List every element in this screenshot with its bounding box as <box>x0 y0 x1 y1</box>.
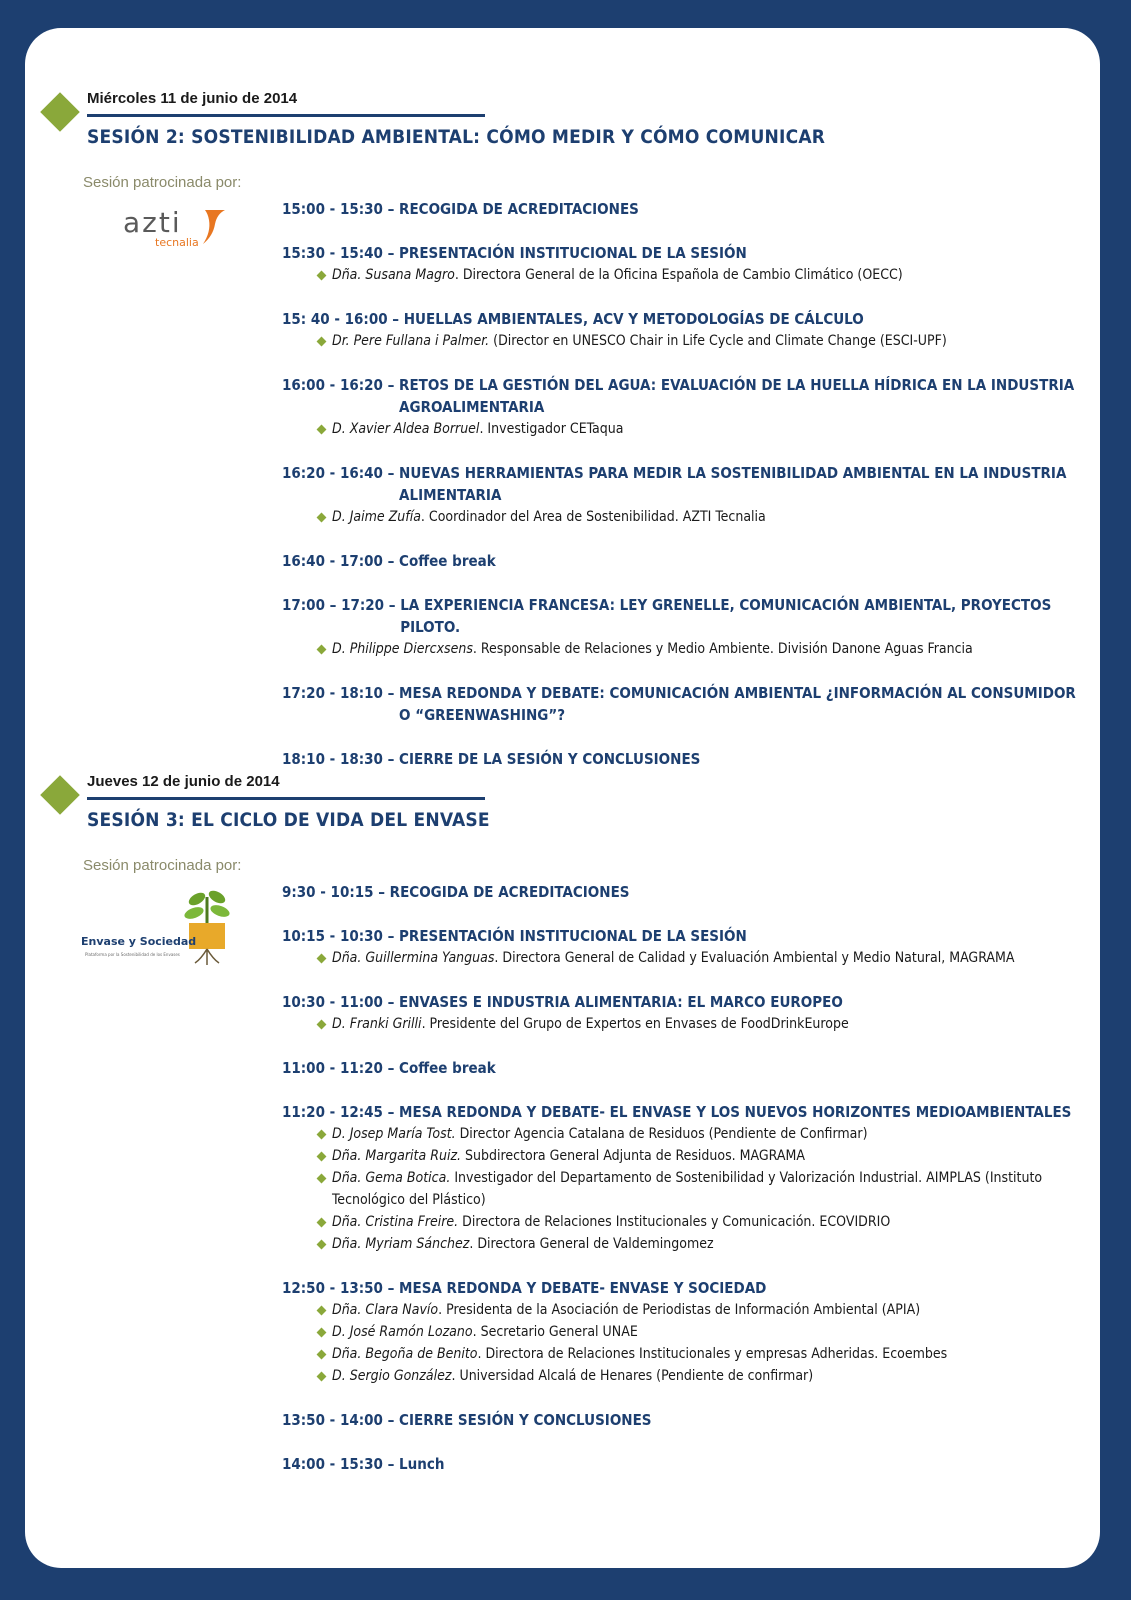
bullet-diamond-icon <box>317 1130 327 1140</box>
agenda-title: CIERRE DE LA SESIÓN Y CONCLUSIONES <box>399 750 701 768</box>
agenda-title: RECOGIDA DE ACREDITACIONES <box>399 200 639 218</box>
speaker-name: D. José Ramón Lozano <box>332 1324 473 1340</box>
session-date: Miércoles 11 de junio de 2014 <box>87 90 298 107</box>
agenda-time: 17:00 – 17:20 <box>282 596 385 614</box>
session-title: SESIÓN 2: SOSTENIBILIDAD AMBIENTAL: CÓMO MEDIR Y CÓMO COMUNICAR <box>87 126 826 148</box>
agenda-item <box>282 881 1082 903</box>
envase-y-sociedad-logo <box>79 887 255 967</box>
agenda-item <box>282 1409 1082 1431</box>
agenda-item-heading <box>282 550 1082 572</box>
agenda-item-heading <box>282 748 1082 770</box>
agenda-item <box>282 1057 1082 1079</box>
speaker-description: . Coordinador del Area de Sostenibilidad. AZTI Tecnalia <box>420 509 766 525</box>
agenda-separator: – <box>382 1279 400 1297</box>
agenda-separator: – <box>373 883 390 901</box>
agenda-title: ENVASES E INDUSTRIA ALIMENTARIA: EL MARCO EUROPEO <box>399 993 843 1011</box>
session-title: SESIÓN 3: EL CICLO DE VIDA DEL ENVASE <box>87 809 490 831</box>
agenda-item <box>282 1277 1082 1387</box>
agenda-time: 18:10 - 18:30 <box>282 750 383 768</box>
session-diamond-icon <box>40 92 80 132</box>
agenda-item <box>282 550 1082 572</box>
bullet-diamond-icon <box>317 513 327 523</box>
agenda-title: LA EXPERIENCIA FRANCESA: LEY GRENELLE, COMUNICACIÓN AMBIENTAL, PROYECTOS PILOTO. <box>400 596 1052 636</box>
svg-text:Envase y Sociedad: Envase y Sociedad <box>81 935 197 948</box>
speaker-description: Director Agencia Catalana de Residuos (Pendiente de Confirmar) <box>455 1126 868 1142</box>
agenda-title: RETOS DE LA GESTIÓN DEL AGUA: EVALUACIÓN DE LA HUELLA HÍDRICA EN LA INDUSTRIA AGROALIMENTARIA <box>399 376 1075 416</box>
speaker-description: . Responsable de Relaciones y Medio Ambiente. División Danone Aguas Francia <box>472 641 973 657</box>
agenda-item-heading <box>282 1057 1082 1079</box>
speaker-name: Dña. Cristina Freire. <box>332 1214 459 1230</box>
speaker-name: D. Josep María Tost. <box>332 1126 456 1142</box>
speaker-description: . Presidenta de la Asociación de Periodistas de Información Ambiental (APIA) <box>438 1302 921 1318</box>
speaker-name: Dña. Begoña de Benito <box>332 1346 478 1362</box>
agenda-item <box>282 682 1082 726</box>
speaker-line <box>282 1365 1082 1387</box>
azti-logo-icon <box>121 202 231 254</box>
bullet-diamond-icon <box>317 337 327 347</box>
agenda-item-heading <box>282 682 1082 726</box>
svg-text:Plataforma por la Sostenibilid: Plataforma por la Sostenibilidad de los Envases <box>85 952 180 957</box>
agenda-item-heading <box>282 1101 1082 1123</box>
session-agenda <box>282 881 1082 1497</box>
agenda-separator: – <box>382 1411 400 1429</box>
bullet-diamond-icon <box>317 1174 327 1184</box>
agenda-title: MESA REDONDA Y DEBATE- ENVASE Y SOCIEDAD <box>399 1279 767 1297</box>
agenda-separator: – <box>382 552 400 570</box>
speaker-line <box>282 506 1082 528</box>
agenda-item <box>282 748 1082 770</box>
agenda-title: Lunch <box>399 1455 445 1473</box>
session-divider <box>87 797 485 800</box>
speaker-name: Dña. Susana Magro <box>332 267 455 283</box>
agenda-item-heading <box>282 1453 1082 1475</box>
agenda-title: CIERRE SESIÓN Y CONCLUSIONES <box>399 1411 652 1429</box>
bullet-diamond-icon <box>317 645 327 655</box>
speaker-description: Subdirectora General Adjunta de Residuos. MAGRAMA <box>461 1148 805 1164</box>
agenda-title: HUELLAS AMBIENTALES, ACV Y METODOLOGÍAS DE CÁLCULO <box>403 310 864 328</box>
session-diamond-icon <box>40 775 80 815</box>
speaker-line <box>282 1123 1082 1145</box>
agenda-item-heading <box>282 594 1082 638</box>
agenda-item <box>282 308 1082 352</box>
agenda-separator: – <box>382 927 400 945</box>
speaker-line <box>282 330 1082 352</box>
agenda-title: PRESENTACIÓN INSTITUCIONAL DE LA SESIÓN <box>399 244 747 262</box>
agenda-item <box>282 374 1082 440</box>
agenda-time: 12:50 - 13:50 <box>282 1279 383 1297</box>
program-card <box>25 28 1100 1568</box>
agenda-time: 14:00 - 15:30 <box>282 1455 383 1473</box>
bullet-diamond-icon <box>317 1306 327 1316</box>
agenda-separator: – <box>382 376 400 394</box>
agenda-item <box>282 991 1082 1035</box>
agenda-item-heading <box>282 881 1082 903</box>
agenda-separator: – <box>382 750 400 768</box>
sponsor-label: Sesión patrocinada por: <box>83 174 242 191</box>
agenda-time: 17:20 - 18:10 <box>282 684 383 702</box>
speaker-description: Directora de Relaciones Institucionales y Comunicación. ECOVIDRIO <box>458 1214 891 1230</box>
bullet-diamond-icon <box>317 954 327 964</box>
agenda-time: 15:00 - 15:30 <box>282 200 383 218</box>
speaker-line <box>282 1145 1082 1167</box>
bullet-diamond-icon <box>317 1350 327 1360</box>
speaker-line <box>282 638 1082 660</box>
agenda-separator: – <box>382 1059 400 1077</box>
agenda-separator: – <box>382 244 400 262</box>
session-date: Jueves 12 de junio de 2014 <box>87 773 280 790</box>
speaker-name: D. Jaime Zufía <box>332 509 421 525</box>
agenda-item-heading <box>282 1409 1082 1431</box>
speaker-name: Dr. Pere Fullana i Palmer. <box>332 333 490 349</box>
speaker-name: D. Xavier Aldea Borruel <box>332 421 480 437</box>
agenda-item <box>282 1453 1082 1475</box>
agenda-separator: – <box>382 1103 400 1121</box>
speaker-description: . Universidad Alcalá de Henares (Pendiente de confirmar) <box>451 1368 814 1384</box>
speaker-name: Dña. Myriam Sánchez <box>332 1236 470 1252</box>
agenda-item-heading <box>282 991 1082 1013</box>
speaker-name: D. Franki Grilli <box>332 1016 422 1032</box>
agenda-separator: – <box>382 464 400 482</box>
agenda-item <box>282 462 1082 528</box>
agenda-separator: – <box>387 310 404 328</box>
agenda-separator: – <box>382 200 400 218</box>
agenda-time: 10:30 - 11:00 <box>282 993 383 1011</box>
agenda-item-heading <box>282 242 1082 264</box>
bullet-diamond-icon <box>317 1152 327 1162</box>
agenda-title: Coffee break <box>399 1059 496 1077</box>
agenda-item-heading <box>282 374 1082 418</box>
agenda-time: 16:20 - 16:40 <box>282 464 383 482</box>
agenda-item-heading <box>282 925 1082 947</box>
session-agenda <box>282 198 1082 792</box>
agenda-time: 16:00 - 16:20 <box>282 376 383 394</box>
agenda-item-heading <box>282 308 1082 330</box>
agenda-separator: – <box>382 993 400 1011</box>
agenda-item-heading <box>282 198 1082 220</box>
speaker-description: (Director en UNESCO Chair in Life Cycle and Climate Change (ESCI-UPF) <box>489 333 947 349</box>
agenda-title: Coffee break <box>399 552 496 570</box>
speaker-description: . Presidente del Grupo de Expertos en Envases de FoodDrinkEurope <box>421 1016 849 1032</box>
bullet-diamond-icon <box>317 425 327 435</box>
speaker-line <box>282 1211 1082 1233</box>
agenda-time: 13:50 - 14:00 <box>282 1411 383 1429</box>
agenda-title: PRESENTACIÓN INSTITUCIONAL DE LA SESIÓN <box>399 927 747 945</box>
agenda-title: NUEVAS HERRAMIENTAS PARA MEDIR LA SOSTENIBILIDAD AMBIENTAL EN LA INDUSTRIA ALIMENTARIA <box>399 464 1067 504</box>
speaker-line <box>282 1167 1082 1211</box>
speaker-name: Dña. Gema Botica. <box>332 1170 451 1186</box>
bullet-diamond-icon <box>317 271 327 281</box>
speaker-line <box>282 947 1082 969</box>
agenda-item-heading <box>282 462 1082 506</box>
agenda-item <box>282 198 1082 220</box>
agenda-title: MESA REDONDA Y DEBATE: COMUNICACIÓN AMBIENTAL ¿INFORMACIÓN AL CONSUMIDOR O “GREENWASHING”? <box>399 684 1076 724</box>
agenda-separator: – <box>382 1455 400 1473</box>
speaker-description: Investigador del Departamento de Sostenibilidad y Valorización Industrial. AIMPLAS (Instituto Tecnológico del Plástico) <box>332 1170 1043 1208</box>
agenda-time: 16:40 - 17:00 <box>282 552 383 570</box>
agenda-time: 11:00 - 11:20 <box>282 1059 383 1077</box>
agenda-separator: – <box>384 596 401 614</box>
speaker-line <box>282 418 1082 440</box>
agenda-item-heading <box>282 1277 1082 1299</box>
speaker-name: D. Philippe Diercxsens <box>332 641 473 657</box>
speaker-description: . Directora de Relaciones Institucionales y empresas Adheridas. Ecoembes <box>477 1346 948 1362</box>
agenda-item <box>282 242 1082 286</box>
speaker-name: D. Sergio González <box>332 1368 452 1384</box>
agenda-time: 15: 40 - 16:00 <box>282 310 388 328</box>
agenda-time: 11:20 - 12:45 <box>282 1103 383 1121</box>
speaker-line <box>282 1233 1082 1255</box>
speaker-name: Dña. Margarita Ruiz. <box>332 1148 462 1164</box>
agenda-item <box>282 1101 1082 1255</box>
azti-tecnalia-logo <box>121 202 231 254</box>
bullet-diamond-icon <box>317 1372 327 1382</box>
speaker-description: . Investigador CETaqua <box>479 421 624 437</box>
agenda-item <box>282 594 1082 660</box>
session-divider <box>87 114 485 117</box>
agenda-title: RECOGIDA DE ACREDITACIONES <box>389 883 630 901</box>
speaker-line <box>282 264 1082 286</box>
agenda-separator: – <box>382 684 400 702</box>
svg-text:tecnalia: tecnalia <box>155 236 199 249</box>
plant-pot-icon <box>79 887 255 967</box>
bullet-diamond-icon <box>317 1328 327 1338</box>
bullet-diamond-icon <box>317 1020 327 1030</box>
speaker-description: . Directora General de Valdemingomez <box>469 1236 714 1252</box>
agenda-time: 10:15 - 10:30 <box>282 927 383 945</box>
speaker-description: . Directora General de Calidad y Evaluación Ambiental y Medio Natural, MAGRAMA <box>494 950 1015 966</box>
bullet-diamond-icon <box>317 1218 327 1228</box>
speaker-line <box>282 1343 1082 1365</box>
speaker-name: Dña. Clara Navío <box>332 1302 439 1318</box>
speaker-line <box>282 1299 1082 1321</box>
agenda-time: 9:30 - 10:15 <box>282 883 374 901</box>
agenda-title: MESA REDONDA Y DEBATE- EL ENVASE Y LOS NUEVOS HORIZONTES MEDIOAMBIENTALES <box>399 1103 1072 1121</box>
speaker-name: Dña. Guillermina Yanguas <box>332 950 495 966</box>
svg-text:azti: azti <box>123 206 182 239</box>
sponsor-label: Sesión patrocinada por: <box>83 857 242 874</box>
bullet-diamond-icon <box>317 1240 327 1250</box>
speaker-line <box>282 1321 1082 1343</box>
speaker-description: . Secretario General UNAE <box>472 1324 638 1340</box>
agenda-item <box>282 925 1082 969</box>
speaker-line <box>282 1013 1082 1035</box>
agenda-time: 15:30 - 15:40 <box>282 244 383 262</box>
speaker-description: . Directora General de la Oficina Española de Cambio Climático (OECC) <box>454 267 903 283</box>
